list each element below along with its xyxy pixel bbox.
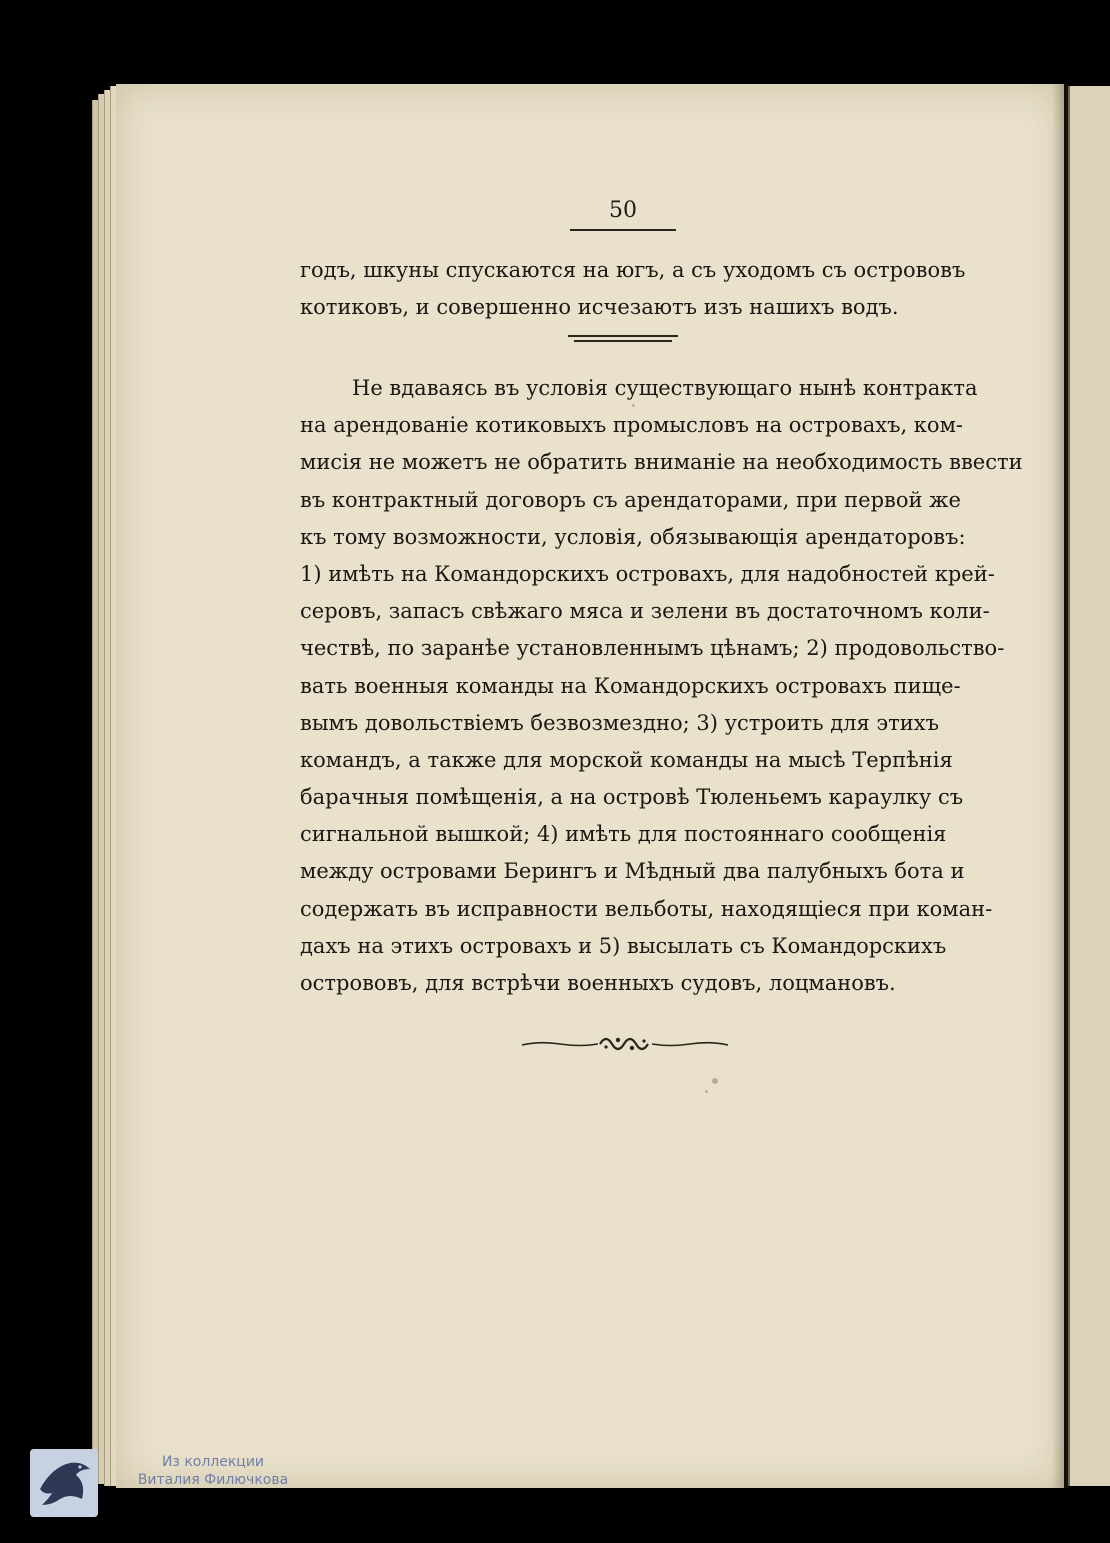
text-line: къ тому возможности, условія, обязывающія арендаторовъ: (300, 524, 966, 549)
end-ornament (520, 1032, 730, 1056)
page-number-rule (570, 229, 676, 231)
text-line: вать военныя команды на Командорскихъ островахъ пище- (300, 673, 961, 698)
text-line: 1) имѣть на Командорскихъ островахъ, для надобностей крей- (300, 561, 995, 586)
text-line: годъ, шкуны спускаются на югъ, а съ уходомъ съ острововъ (300, 258, 966, 282)
text-line: мисія не можетъ не обратить вниманіе на необходимость ввести (300, 450, 1023, 475)
section-divider (568, 335, 678, 343)
text-line: сигнальной вышкой; 4) имѣть для постояннаго сообщенія (300, 822, 947, 847)
page-number: 50 (609, 198, 637, 223)
text-line: котиковъ, и совершенно исчезаютъ изъ нашихъ водъ. (300, 295, 899, 320)
paper-stain (705, 1090, 708, 1093)
text-line: въ контрактный договоръ съ арендаторами, при первой же (300, 487, 961, 512)
text-line: вымъ довольствіемъ безвозмездно; 3) устроить для этихъ (300, 710, 939, 735)
collection-watermark (30, 1449, 290, 1519)
text-line: на арендованіе котиковыхъ промысловъ на островахъ, ком- (300, 413, 964, 438)
watermark-line-2: Виталия Филючкова (137, 1472, 289, 1488)
adjacent-page-edge (1068, 86, 1110, 1486)
watermark-line-1: Из коллекции (161, 1454, 265, 1470)
text-line: командъ, а также для морской команды на мысѣ Терпѣнія (300, 747, 953, 772)
text-line: Не вдаваясь въ условія существующаго нынѣ контракта (352, 376, 978, 400)
main-paragraph (300, 370, 1023, 1002)
paper-stain (712, 1078, 718, 1084)
bird-logo-icon (30, 1449, 98, 1517)
text-line: барачныя помѣщенія, а на островѣ Тюленьемъ караулку съ (300, 785, 964, 810)
text-line: острововъ, для встрѣчи военныхъ судовъ, лоцмановъ. (300, 971, 896, 995)
text-line: серовъ, запасъ свѣжаго мяса и зелени въ достаточномъ коли- (300, 599, 990, 624)
paragraph-continuation (300, 252, 966, 326)
text-line: содержать въ исправности вельботы, находящіеся при коман- (300, 896, 993, 921)
text-line: чествѣ, по заранѣе установленнымъ цѣнамъ; 2) продовольство- (300, 636, 1005, 661)
spine-shadow (1052, 84, 1068, 1488)
text-line: между островами Берингъ и Мѣдный два палубныхъ бота и (300, 859, 965, 884)
text-line: дахъ на этихъ островахъ и 5) высылать съ Командорскихъ (300, 933, 947, 958)
